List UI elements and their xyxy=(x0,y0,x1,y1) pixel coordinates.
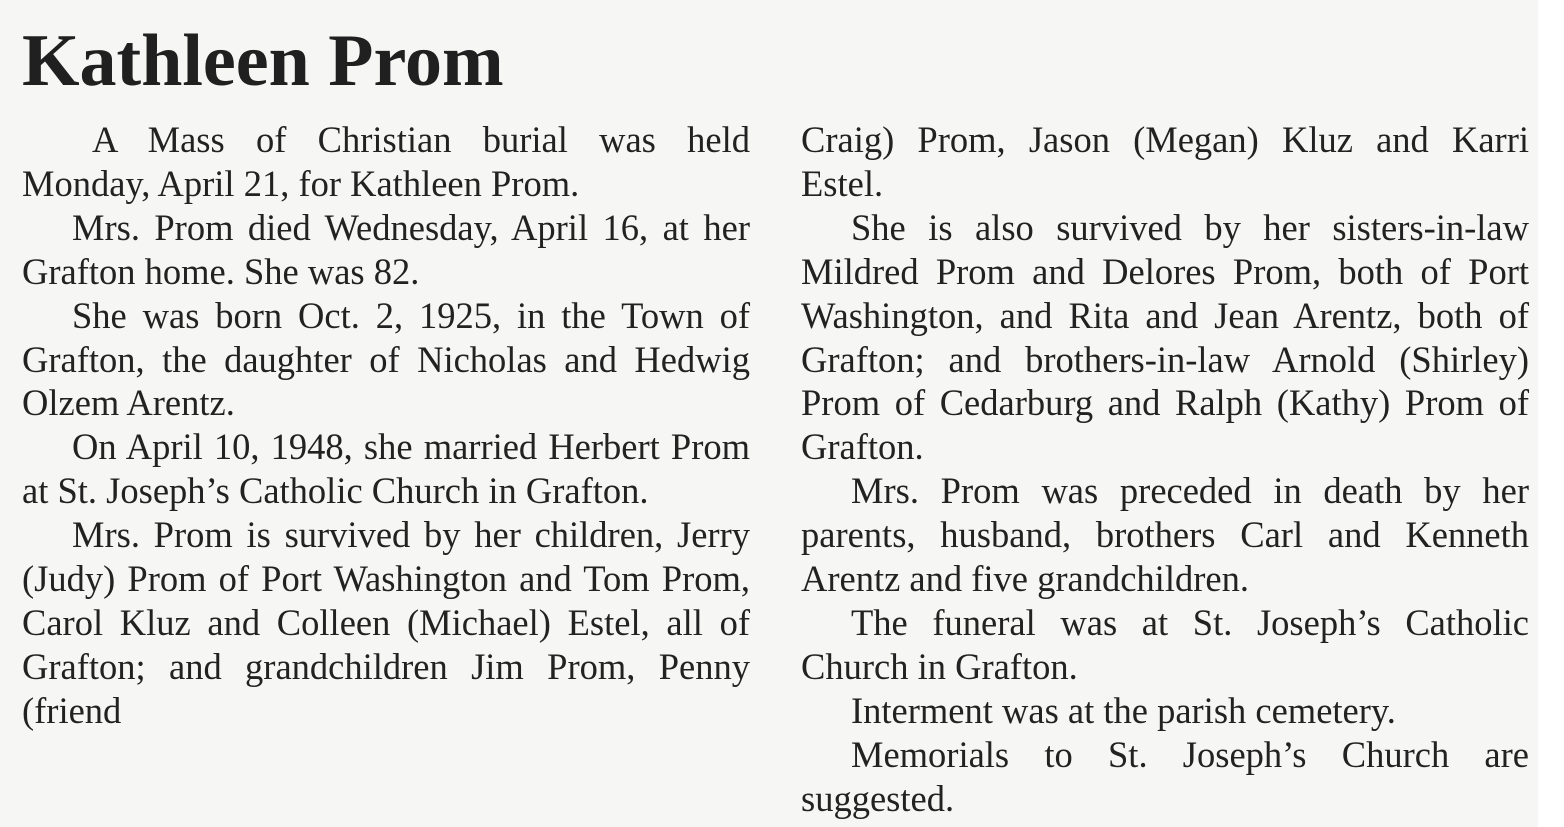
left-column xyxy=(22,118,750,733)
paragraph-in-laws: She is also survived by her sisters-in-law Mildred Prom and Delores Prom, both of Port Washington, and Rita and Jean Arentz, both of Grafton; and brothers-in-law Arnold (Shirley) Prom of Cedarburg and Ralph (Kathy) Prom of Grafton. xyxy=(801,206,1529,468)
paragraph-memorials: Memorials to St. Joseph’s Church are suggested. xyxy=(801,733,1529,819)
paragraph-interment: Interment was at the parish cemetery. xyxy=(851,689,1396,731)
paragraph-preceded: Mrs. Prom was preceded in death by her parents, husband, brothers Carl and Kenneth Arentz and five grandchildren. xyxy=(801,470,1529,600)
scan-margin xyxy=(1538,0,1564,827)
paragraph-birth: She was born Oct. 2, 1925, in the Town of Grafton, the daughter of Nicholas and Hedwig Olzem Arentz. xyxy=(22,294,750,424)
paragraph-marriage: On April 10, 1948, she married Herbert Prom at St. Joseph’s Catholic Church in Grafton. xyxy=(22,426,750,512)
paragraph-survivors: Mrs. Prom is survived by her children, Jerry (Judy) Prom of Port Washington and Tom Prom, Carol Kluz and Colleen (Michael) Estel, all of Grafton; and grandchildren Jim Prom, Penny (friend xyxy=(22,514,750,731)
paragraph-death: Mrs. Prom died Wednesday, April 16, at her Grafton home. She was 82. xyxy=(22,206,750,292)
obituary-headline: Kathleen Prom xyxy=(22,20,504,102)
right-column xyxy=(801,118,1529,821)
paragraph-survivors-continued: Craig) Prom, Jason (Megan) Kluz and Karri Estel. xyxy=(801,119,1529,204)
paragraph-funeral: The funeral was at St. Joseph’s Catholic Church in Grafton. xyxy=(801,601,1529,687)
paragraph-mass: A Mass of Christian burial was held Monday, April 21, for Kathleen Prom. xyxy=(22,119,750,204)
